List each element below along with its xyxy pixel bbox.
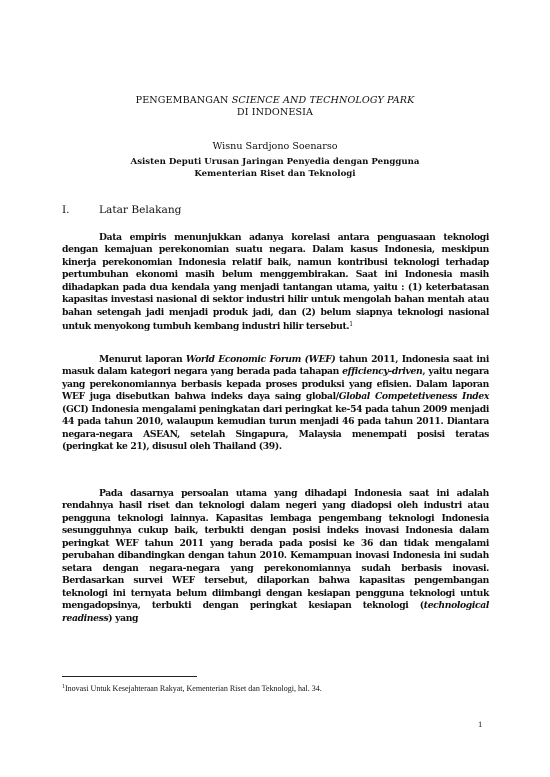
affiliation-line-1: Asisten Deputi Urusan Jaringan Penyedia dengan Pengguna	[130, 157, 420, 167]
paragraph-3-italic-readiness: technological readiness	[62, 600, 489, 624]
document-title-line-2: DI INDONESIA	[236, 107, 314, 118]
paragraph-2-text-c: tahun 2011, Indonesia saat ini masuk dalam kategori negara yang berada pada tahapan	[62, 354, 489, 378]
paragraph-2-text-g: (GCI) Indonesia mengalami peningkatan dari peringkat ke-54 pada tahun 2009 menjadi 44 pada tahun 2010, walaupun kemudian turun menjadi 46 pada tahun 2011. Diantara negara-negara ASEAN, setelah Singapura, Malaysia menempati posisi teratas (peringkat ke 21), disusul oleh Thailand (39).	[62, 403, 489, 453]
section-title: Latar Belakang	[99, 204, 182, 216]
document-title-line-1	[0, 95, 550, 106]
paragraph-2-italic-wef: World Economic Forum (WEF)	[185, 354, 336, 365]
section-number: I.	[62, 204, 70, 216]
paragraph-2-text-a: Menurut laporan	[99, 354, 186, 365]
paragraph-1	[62, 232, 489, 334]
title-italic: SCIENCE AND TECHNOLOGY PARK	[231, 95, 415, 106]
paragraph-3	[62, 488, 489, 625]
footnote-reference: 1	[349, 321, 353, 329]
footnote-text: Inovasi Untuk Kesejahteraan Rakyat, Kementerian Riset dan Teknologi, hal. 34.	[65, 684, 322, 693]
section-heading	[62, 204, 181, 216]
paragraph-3-text-c: ) yang	[108, 612, 139, 624]
paragraph-2-text-e: , yaitu negara yang perekonomiannya berbasis kepada proses produksi yang efisien. Dalam laporan WEF juga disebutkan bahwa indeks daya saing global/	[62, 366, 489, 403]
footnote	[62, 684, 322, 693]
affiliation-line-2: Kementerian Riset dan Teknologi	[194, 169, 356, 179]
paragraph-3-text-a: Pada dasarnya persoalan utama yang dihadapi Indonesia saat ini adalah rendahnya hasil riset dan teknologi dalam negeri yang diadopsi oleh industri atau pengguna teknologi lainnya. Kapasitas lembaga pengembang teknologi Indonesia sesungguhnya cukup baik, terbukti dengan posisi indeks inovasi Indonesia dalam peringkat WEF tahun 2011 yang berada pada posisi ke 36 dan tidak mengalami perubahan dibandingkan dengan tahun 2010. Kemampuan inovasi Indonesia ini sudah setara dengan negara-negara yang perekonomiannya sudah berbasis inovasi. Berdasarkan survei WEF tersebut, dilaporkan bahwa kapasitas pengembangan teknologi ini ternyata belum diimbangi dengan kesiapan pengguna teknologi untuk mengadopsinya, terbukti dengan peringkat kesiapan teknologi (	[62, 488, 489, 612]
author-name: Wisnu Sardjono Soenarso	[212, 141, 338, 152]
footnote-marker: 1	[62, 684, 65, 690]
footnote-divider	[62, 676, 197, 677]
paragraph-1-text: Data empiris menunjukkan adanya korelasi antara penguasaan teknologi dengan kemajuan perekonomian suatu negara. Dalam kasus Indonesia, meskipun kinerja perekonomian Indonesia relatif baik, namun kontribusi teknologi terhadap pertumbuhan ekonomi masih belum menggembirakan. Saat ini Indonesia masih dihadapkan pada dua kendala yang menjadi tantangan utama, yaitu : (1) keterbatasan kapasitas investasi nasional di sektor industri hilir untuk mengolah bahan mentah atau bahan setengah jadi menjadi produk jadi, dan (2) belum siapnya teknologi nasional untuk menyokong tumbuh kembang industri hilir tersebut.	[62, 232, 489, 333]
paragraph-2-italic-efficiency: efficiency-driven	[342, 366, 423, 378]
paragraph-2-italic-gci: Global Competetiveness Index	[338, 391, 489, 403]
page-number: 1	[478, 719, 483, 729]
paragraph-2	[62, 354, 489, 454]
title-prefix: PENGEMBANGAN	[135, 95, 232, 106]
